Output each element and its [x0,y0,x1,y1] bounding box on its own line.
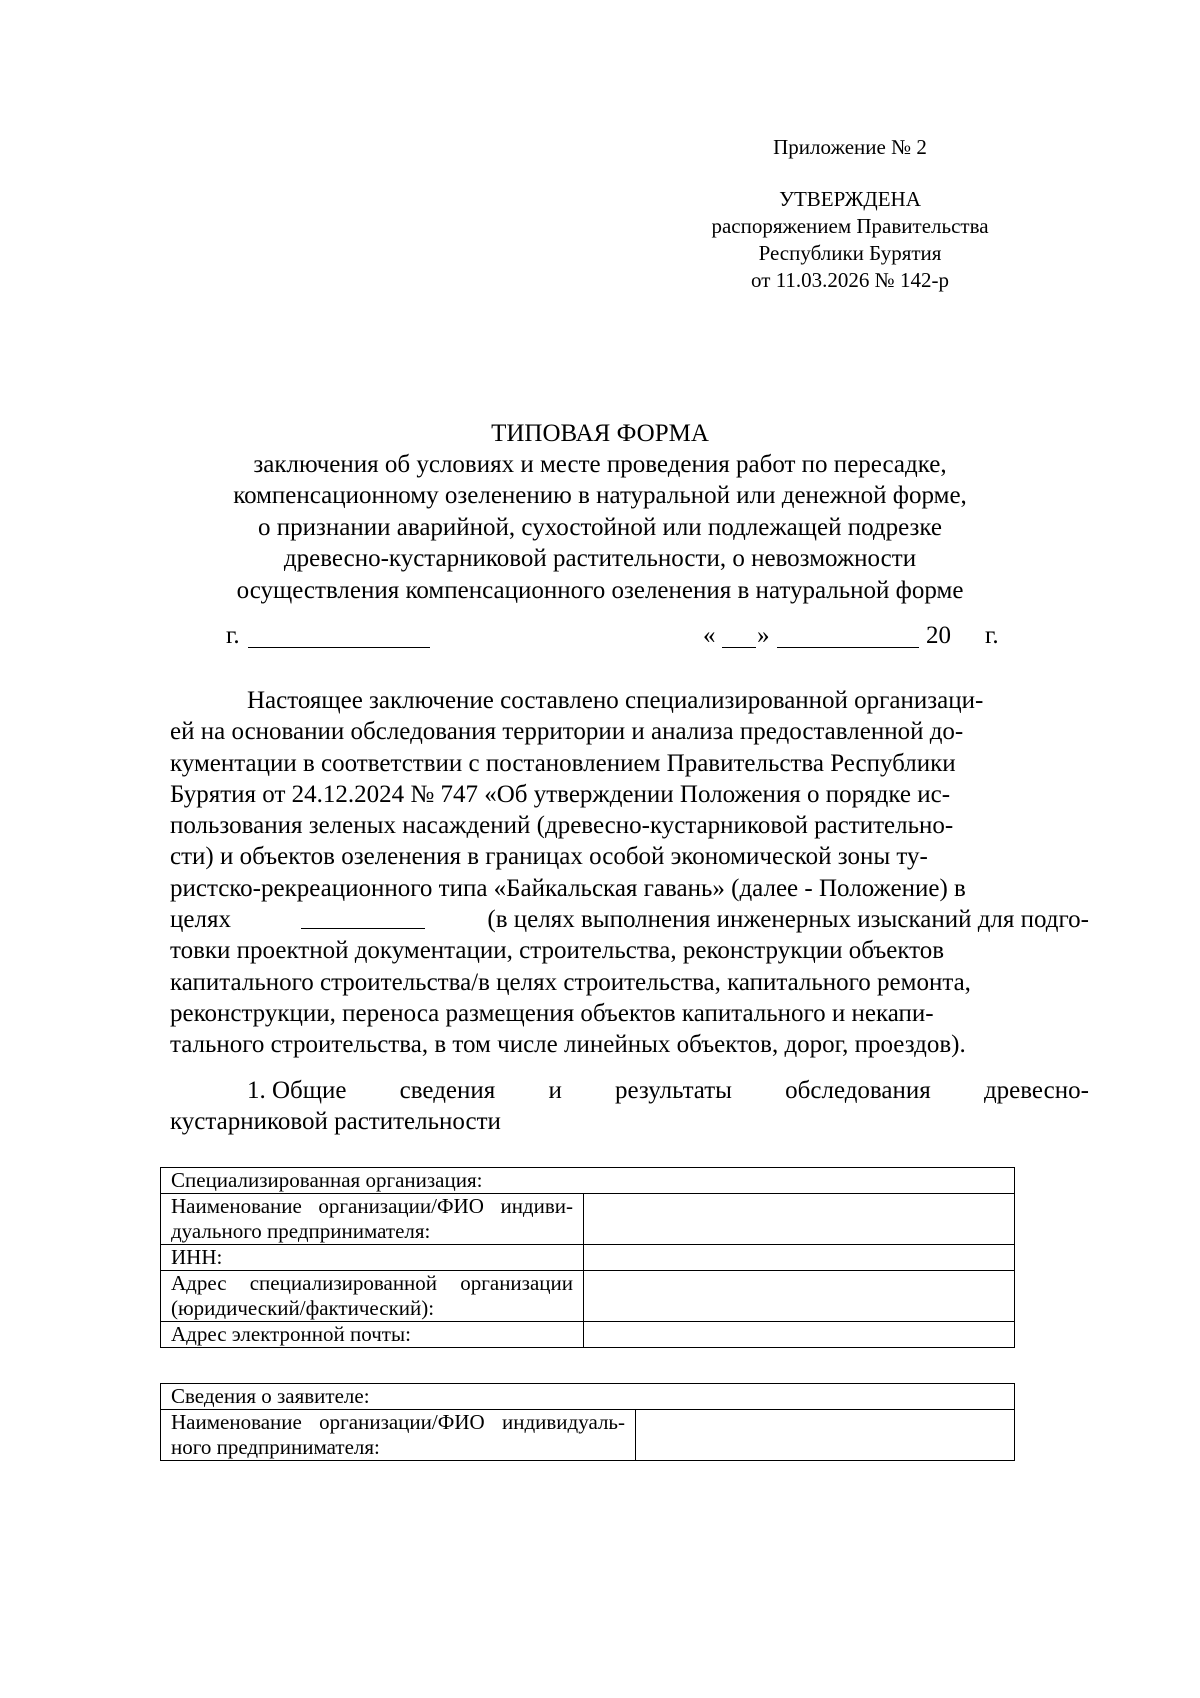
label-line: Наименование организации/ФИО индиви- [171,1194,573,1218]
paragraph-line: Настоящее заключение составлено специализированной организаци- [247,687,984,714]
email-value-cell[interactable] [584,1322,1015,1348]
table-row [161,1271,1015,1322]
table-label-cell [161,1410,636,1461]
month-blank [777,647,919,648]
table-label-cell: Адрес электронной почты: [161,1322,584,1348]
table-row [161,1245,1015,1271]
section-1-heading-line-2: кустарниковой растительности [170,1108,501,1135]
approved-label: УТВЕРЖДЕНА [779,187,921,211]
paragraph-line: Бурятия от 24.12.2024 № 747 «Об утверждении Положения о порядке ис- [170,780,951,808]
subtitle-line: заключения об условиях и месте проведения работ по пересадке, [253,451,947,478]
purpose-line [170,904,1089,935]
section-word: результаты [615,1077,732,1104]
quote-open: « [703,622,716,649]
applicant-name-value-cell[interactable] [636,1410,1015,1461]
paragraph-line: капитального строительства/в целях строительства, капитального ремонта, [170,968,971,996]
form-title: ТИПОВАЯ ФОРМА [491,420,709,447]
org-name-value-cell[interactable] [584,1194,1015,1245]
section-word: древесно- [983,1077,1089,1104]
approved-by-line-2: Республики Бурятия [758,241,942,265]
intro-paragraph [170,685,1089,1061]
day-blank [722,647,756,648]
section-word: обследования [785,1077,931,1104]
paragraph-line: ей на основании обследования территории и анализа предоставленной до- [170,718,964,746]
year-suffix: г. [985,622,999,649]
table-label-cell [161,1194,584,1245]
paragraph-line: сти) и объектов озеленения в границах особой экономической зоны ту- [170,843,928,871]
form-subtitle [150,449,1050,606]
section-1-heading [170,1077,1089,1105]
quote-close: » [757,622,770,649]
city-blank [248,647,430,648]
paragraph-line: товки проектной документации, строительства, реконструкции объектов [170,937,945,965]
table-row [161,1194,1015,1245]
section-word: сведения [399,1077,496,1104]
purpose-blank [301,904,425,929]
approval-block [680,186,1020,294]
label-line: (юридический/фактический): [171,1296,435,1320]
label-line: Адрес специализированной организации [171,1271,573,1295]
table-row [161,1384,1015,1410]
applicant-info-table [160,1383,1015,1461]
label-line: Наименование организации/ФИО индивидуаль- [171,1410,625,1434]
appendix-number: Приложение № 2 [773,135,927,159]
table-label-cell [161,1271,584,1322]
table-label-cell: ИНН: [161,1245,584,1271]
table-header-cell: Специализированная организация: [161,1168,1015,1194]
paragraph-line: кументации в соответствии с постановлением Правительства Республики [170,749,956,777]
paragraph-line: пользования зеленых насаждений (древесно-кустарниковой растительно- [170,812,954,840]
subtitle-line: о признании аварийной, сухостойной или подлежащей подрезке [258,513,942,541]
subtitle-line: осуществления компенсационного озеленения в натуральной форме [236,576,964,604]
purpose-text: (в целях выполнения инженерных изысканий для подго- [487,906,1089,934]
purpose-prefix: целях [170,906,231,934]
inn-value-cell[interactable] [584,1245,1015,1271]
label-line: дуального предпринимателя: [171,1219,431,1243]
year-prefix: 20 [926,622,951,649]
table-row [161,1168,1015,1194]
approved-date: от 11.03.2026 № 142-р [751,268,949,292]
city-prefix: г. [226,622,240,649]
table-header-cell: Сведения о заявителе: [161,1384,1015,1410]
subtitle-line: компенсационному озеленению в натуральной или денежной форме, [233,482,967,510]
subtitle-line: древесно-кустарниковой растительности, о невозможности [283,545,917,573]
section-word: и [548,1077,562,1104]
paragraph-line: тального строительства, в том числе линейных объектов, дорог, проездов). [170,1031,966,1059]
table-row [161,1322,1015,1348]
paragraph-line: реконструкции, переноса размещения объектов капитального и некапи- [170,999,934,1027]
paragraph-line: ристско-рекреационного типа «Байкальская гавань» (далее - Положение) в [170,874,966,902]
org-info-table [160,1167,1015,1348]
approved-by-line-1: распоряжением Правительства [711,214,989,238]
org-address-value-cell[interactable] [584,1271,1015,1322]
label-line: ного предпринимателя: [171,1435,380,1459]
table-row [161,1410,1015,1461]
section-word: 1. Общие [247,1077,347,1104]
